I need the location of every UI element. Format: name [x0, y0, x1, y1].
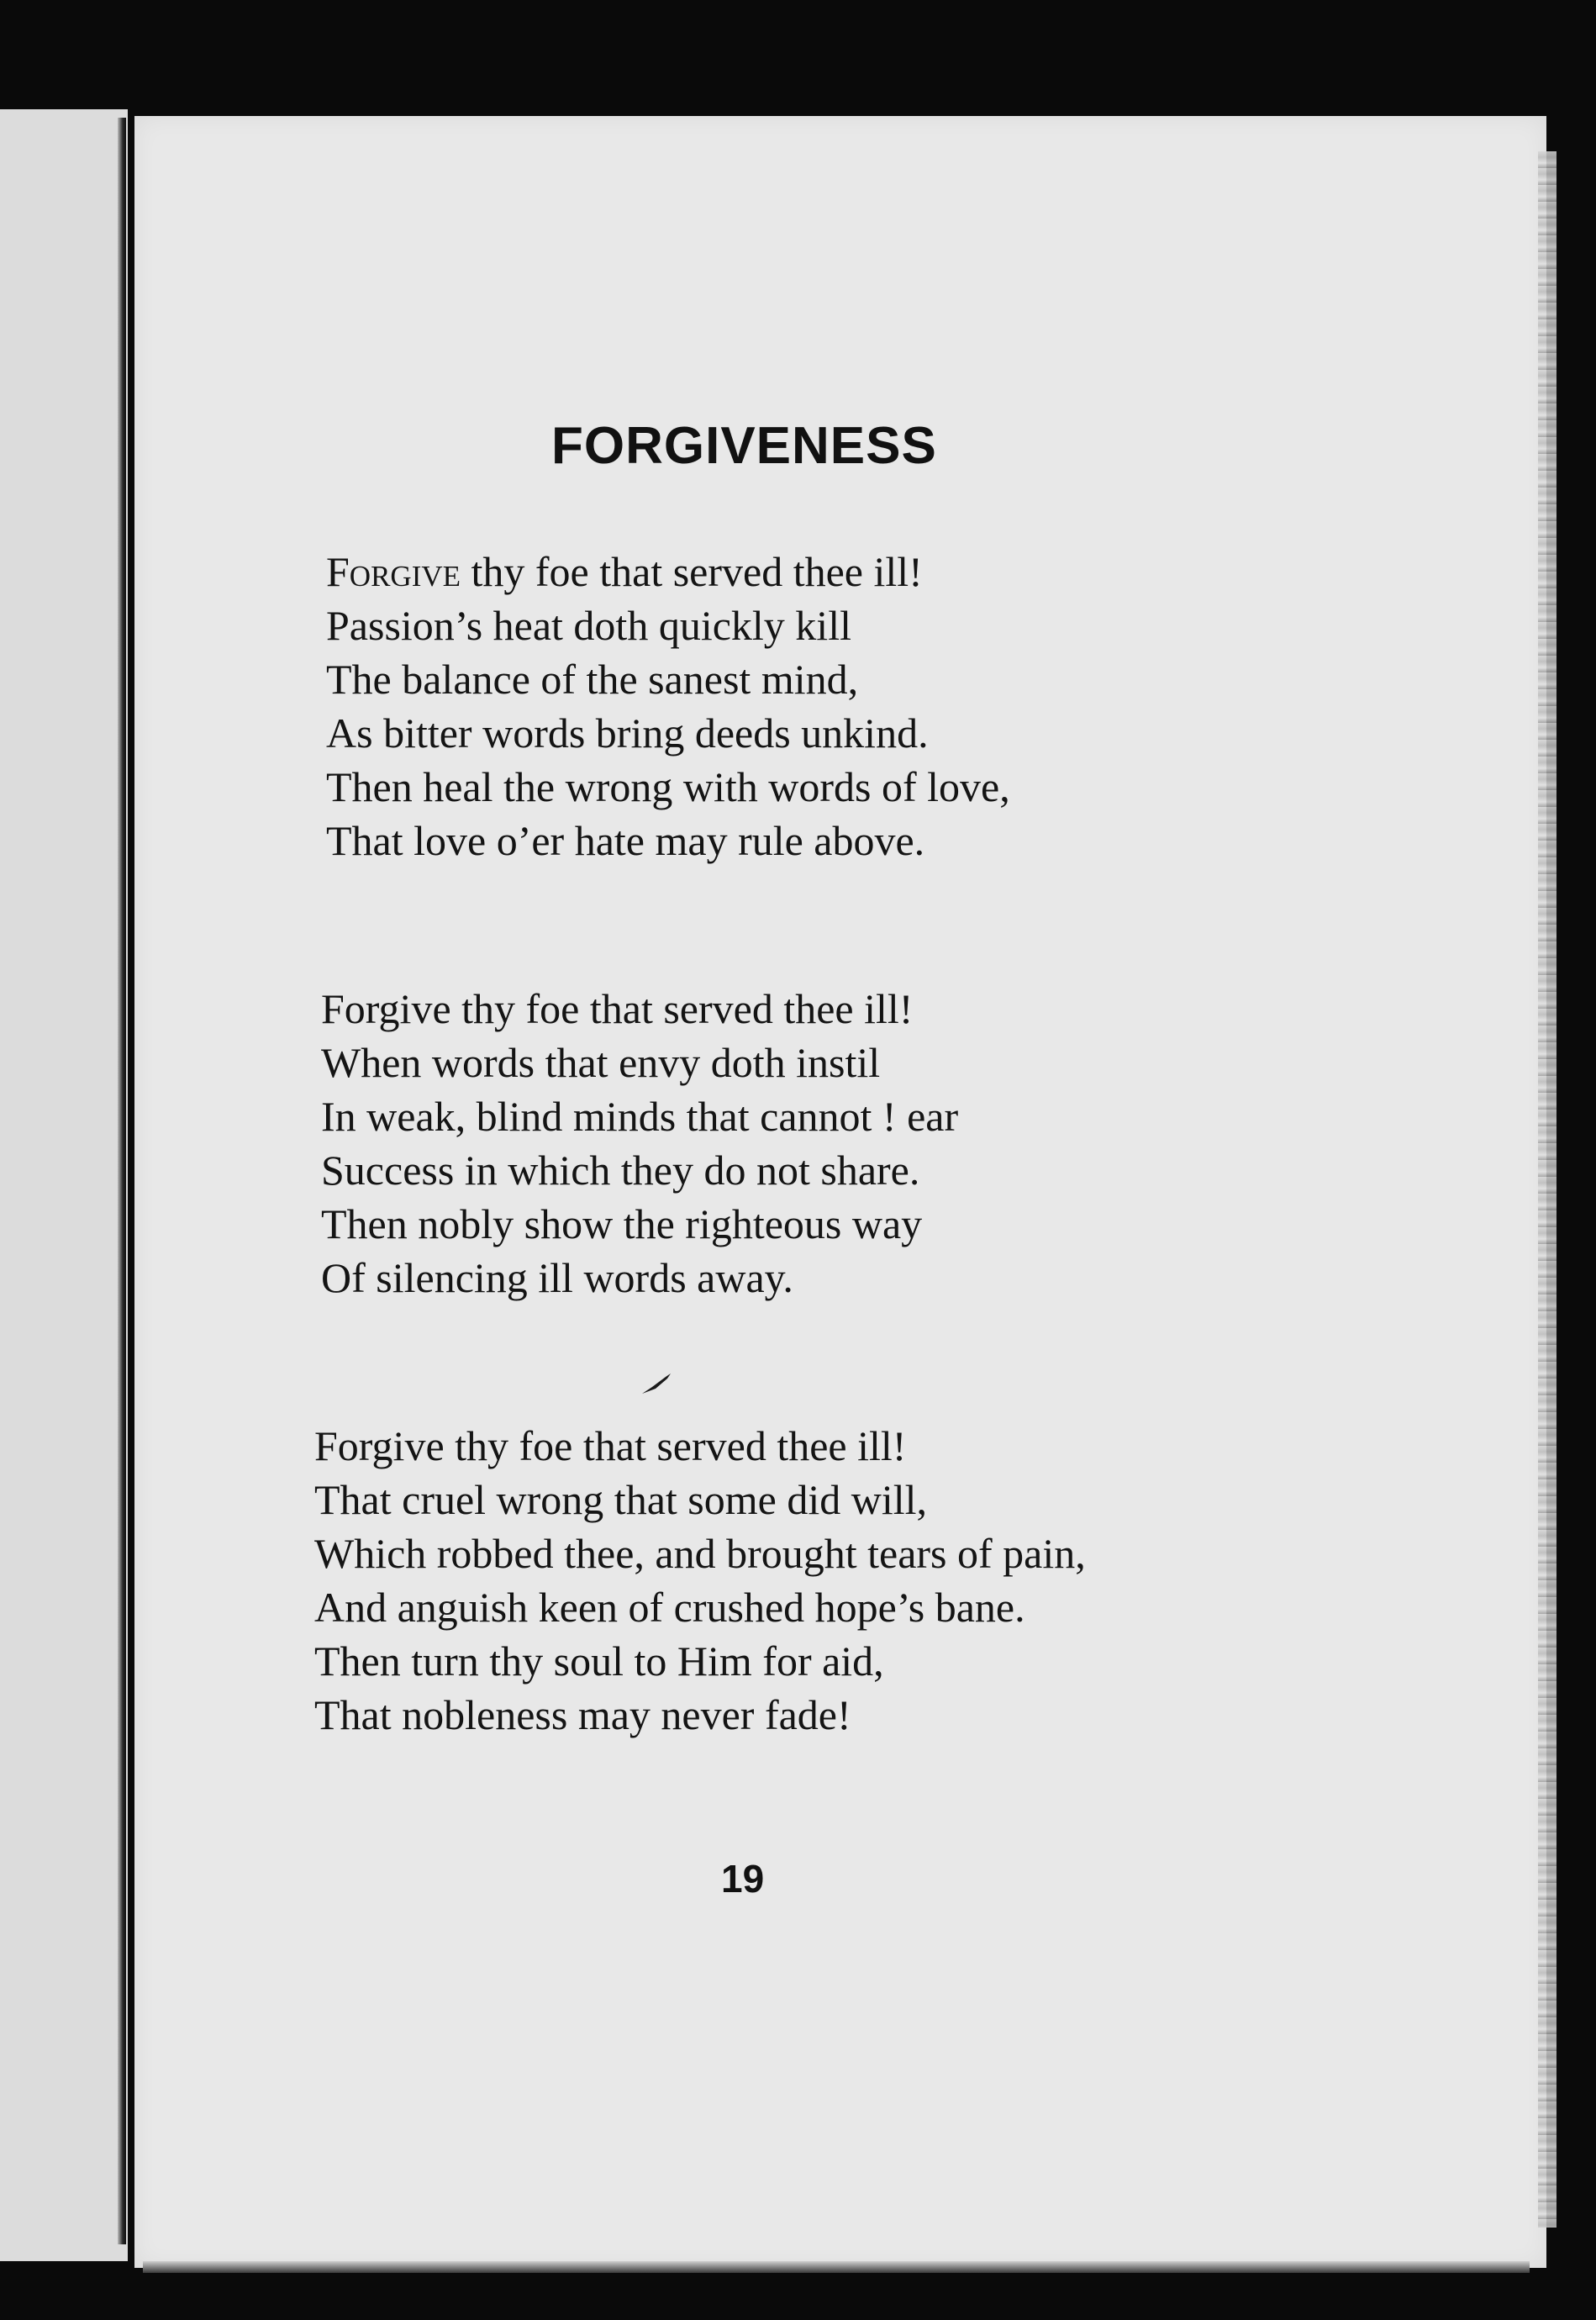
stanza-line: And anguish keen of crushed hope’s bane.	[314, 1584, 1025, 1631]
stanza-line: As bitter words bring deeds unkind.	[326, 709, 929, 757]
stanza-line: That cruel wrong that some did will,	[314, 1476, 928, 1523]
stanza-line: Success in which they do not share.	[321, 1147, 920, 1194]
stanza-line: That nobleness may never fade!	[314, 1691, 851, 1738]
drop-word: Forgive	[326, 548, 461, 595]
stanza-2	[321, 982, 958, 1305]
stanza-line: Passion’s heat doth quickly kill	[326, 602, 851, 649]
page-edge-bottom	[143, 2261, 1530, 2273]
stanza-line: Forgive thy foe that served thee ill!	[314, 1422, 907, 1469]
stanza-line: Of silencing ill words away.	[321, 1254, 793, 1301]
stanza-line: Then turn thy soul to Him for aid,	[314, 1637, 884, 1685]
stanza-line: Forgive thy foe that served thee ill!	[321, 985, 914, 1032]
stanza-line: That love o’er hate may rule above.	[326, 817, 925, 864]
poem-title: FORGIVENESS	[551, 417, 937, 475]
stanza-line	[326, 545, 1010, 598]
page-number: 19	[721, 1857, 765, 1901]
stanza-line: When words that envy doth instil	[321, 1039, 881, 1086]
facing-page	[0, 109, 128, 2261]
page-edge-right	[1538, 151, 1556, 2228]
line-text: thy foe that served thee ill!	[461, 548, 923, 595]
stanza-1	[326, 545, 1010, 867]
stanza-line: Which robbed thee, and brought tears of pain,	[314, 1530, 1086, 1577]
book-gutter	[118, 118, 126, 2244]
stanza-3	[314, 1419, 1086, 1742]
stanza-line: In weak, blind minds that cannot ! ear	[321, 1093, 959, 1140]
ink-mark	[640, 1372, 674, 1395]
stanza-line: Then nobly show the righteous way	[321, 1200, 923, 1247]
stanza-line: The balance of the sanest mind,	[326, 656, 859, 703]
stanza-line: Then heal the wrong with words of love,	[326, 763, 1010, 810]
